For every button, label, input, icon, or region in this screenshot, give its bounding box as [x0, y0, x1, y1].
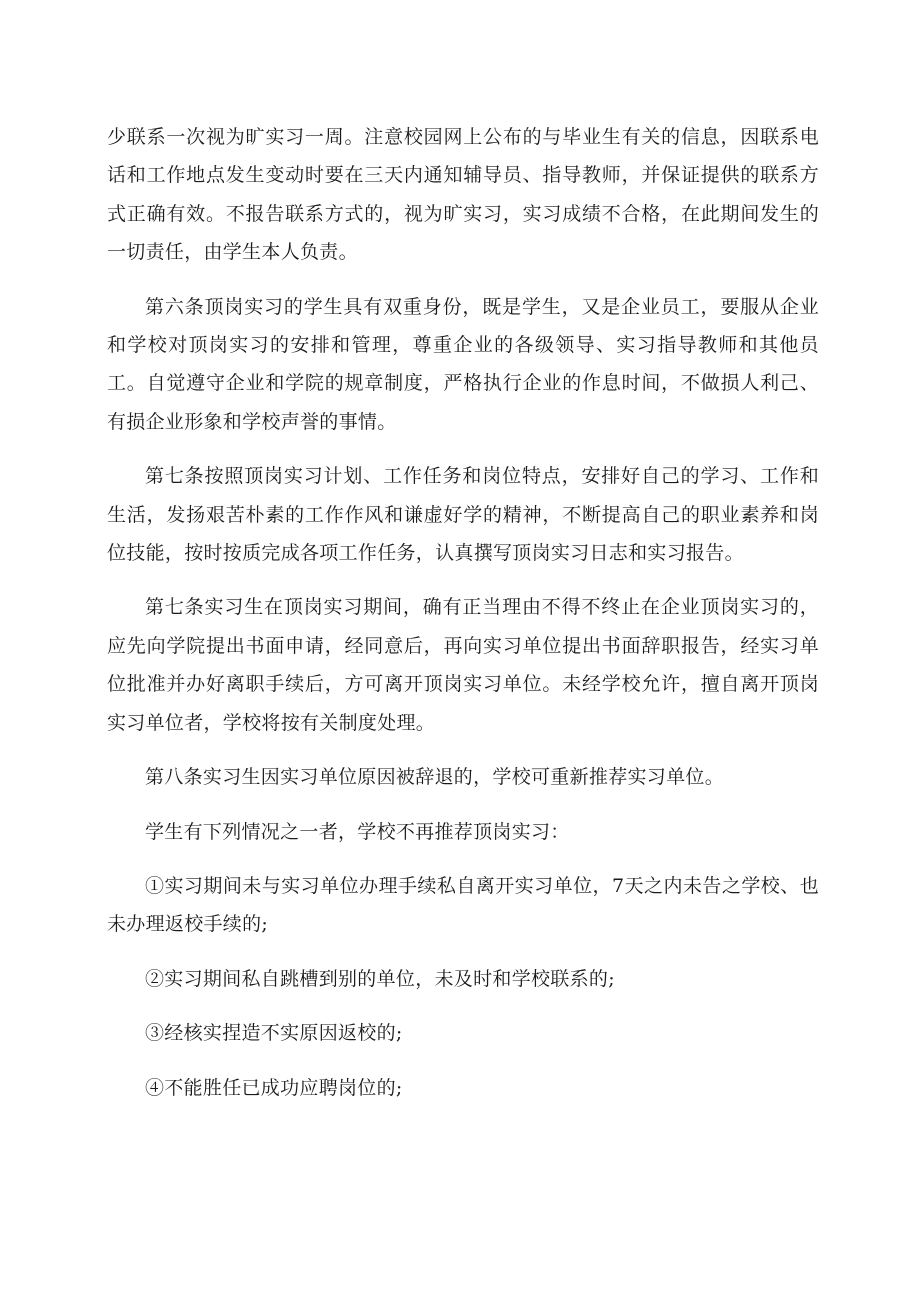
paragraph-article-6: 第六条顶岗实习的学生具有双重身份，既是学生，又是企业员工，要服从企业和学校对顶岗实习的安排和管理，尊重企业的各级领导、实习指导教师和其他员工。自觉遵守企业和学院的规章制度，严格执行企业的作息时间，不做损人利己、有损企业形象和学校声誉的事情。 — [107, 295, 819, 433]
paragraph-article-7b: 第七条实习生在顶岗实习期间，确有正当理由不得不终止在企业顶岗实习的，应先向学院提出书面申请，经同意后，再向实习单位提出书面辞职报告，经实习单位批准并办好离职手续后，方可离开顶岗实习单位。未经学校允许，擅自离开顶岗实习单位者，学校将按有关制度处理。 — [107, 596, 819, 734]
list-item-3: ③经核实捏造不实原因返校的; — [145, 1022, 403, 1045]
paragraph-article-8: 第八条实习生因实习单位原因被辞退的，学校可重新推荐实习单位。 — [145, 766, 725, 789]
paragraph-conditions-intro: 学生有下列情况之一者，学校不再推荐顶岗实习： — [145, 820, 570, 843]
list-item-1: ①实习期间未与实习单位办理手续私自离开实习单位，7天之内未告之学校、也未办理返校手续的; — [107, 874, 819, 936]
list-item-4: ④不能胜任已成功应聘岗位的; — [145, 1076, 403, 1099]
document-body — [107, 118, 819, 1107]
paragraph-continuation: 少联系一次视为旷实习一周。注意校园网上公布的与毕业生有关的信息，因联系电话和工作地点发生变动时要在三天内通知辅导员、指导教师，并保证提供的联系方式正确有效。不报告联系方式的，视为旷实习，实习成绩不合格，在此期间发生的一切责任，由学生本人负责。 — [107, 126, 819, 264]
paragraph-article-7a: 第七条按照顶岗实习计划、工作任务和岗位特点，安排好自己的学习、工作和生活，发扬艰苦朴素的工作作风和谦虚好学的精神，不断提高自己的职业素养和岗位技能，按时按质完成各项工作任务，认真撰写顶岗实习日志和实习报告。 — [107, 465, 819, 565]
list-item-2: ②实习期间私自跳槽到别的单位，未及时和学校联系的; — [145, 967, 615, 990]
